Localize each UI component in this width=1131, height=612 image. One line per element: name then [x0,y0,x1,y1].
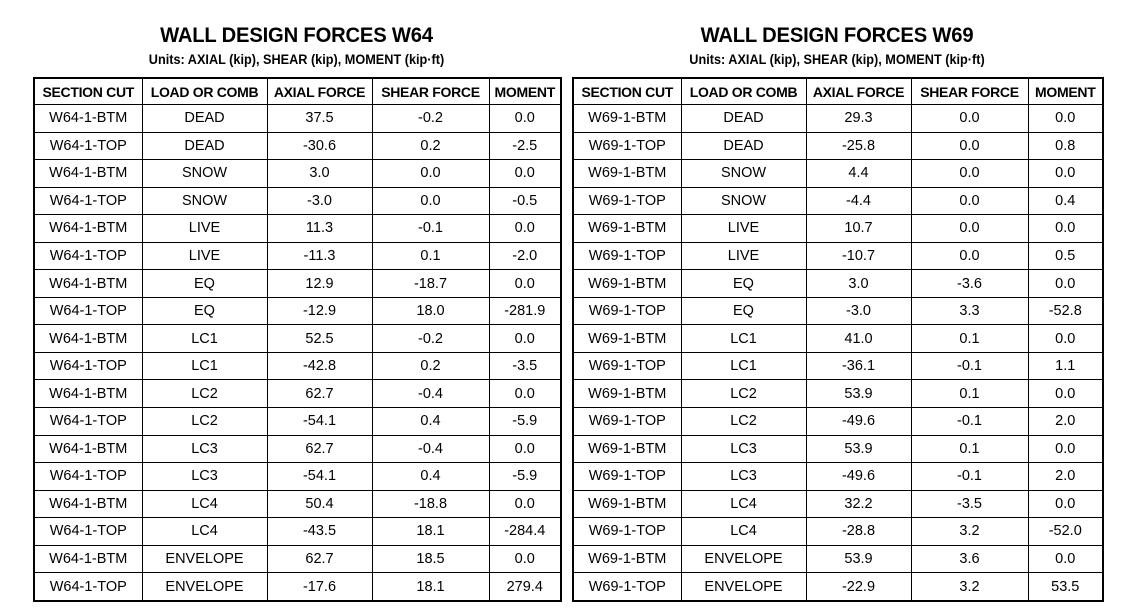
cell-moment: 0.8 [1028,132,1103,160]
cell-axial-force: 53.9 [806,380,911,408]
cell-section-cut: W69-1-BTM [573,490,681,518]
cell-moment: -52.8 [1028,297,1103,325]
cell-load-or-comb: LC3 [681,435,806,463]
cell-section-cut: W64-1-TOP [34,242,142,270]
cell-section-cut: W64-1-BTM [34,160,142,188]
cell-section-cut: W69-1-BTM [573,215,681,243]
table-row [34,545,561,573]
cell-shear-force: 3.3 [911,297,1028,325]
cell-section-cut: W69-1-TOP [573,242,681,270]
cell-axial-force: 53.9 [806,545,911,573]
table-row [573,325,1103,353]
cell-shear-force: 0.1 [372,242,489,270]
cell-section-cut: W64-1-TOP [34,132,142,160]
header-moment: MOMENT [1028,78,1103,105]
table-row [573,270,1103,298]
cell-section-cut: W64-1-BTM [34,435,142,463]
table-row [34,270,561,298]
table-body [34,105,561,601]
cell-section-cut: W69-1-TOP [573,297,681,325]
cell-shear-force: 18.0 [372,297,489,325]
header-load-or-comb: LOAD OR COMB [142,78,267,105]
table-row [573,435,1103,463]
header-section-cut: SECTION CUT [34,78,142,105]
table-row [34,352,561,380]
table-row [573,408,1103,436]
cell-axial-force: -54.1 [267,408,372,436]
cell-axial-force: 62.7 [267,435,372,463]
header-shear-force: SHEAR FORCE [372,78,489,105]
cell-moment: 0.0 [489,490,561,518]
cell-moment: 0.0 [489,545,561,573]
table-row [573,352,1103,380]
cell-shear-force: 0.0 [911,160,1028,188]
cell-moment: 2.0 [1028,408,1103,436]
cell-load-or-comb: LC4 [142,490,267,518]
cell-moment: 0.0 [489,270,561,298]
cell-moment: 0.0 [1028,160,1103,188]
cell-shear-force: -3.6 [911,270,1028,298]
cell-moment: -52.0 [1028,518,1103,546]
cell-load-or-comb: LC1 [142,325,267,353]
cell-axial-force: 50.4 [267,490,372,518]
cell-shear-force: 18.5 [372,545,489,573]
cell-load-or-comb: LC4 [142,518,267,546]
table-panel-w69 [572,22,1102,602]
cell-section-cut: W69-1-BTM [573,380,681,408]
header-load-or-comb: LOAD OR COMB [681,78,806,105]
cell-axial-force: 3.0 [806,270,911,298]
cell-load-or-comb: DEAD [681,105,806,133]
cell-shear-force: 3.2 [911,573,1028,601]
table-row [573,518,1103,546]
cell-load-or-comb: LC2 [681,408,806,436]
cell-moment: 0.0 [489,380,561,408]
table-panel-w64 [33,22,560,602]
table-row [573,215,1103,243]
cell-shear-force: 0.4 [372,463,489,491]
table-row [573,187,1103,215]
cell-axial-force: 52.5 [267,325,372,353]
table-row [573,105,1103,133]
cell-load-or-comb: LC4 [681,490,806,518]
table-row [573,463,1103,491]
header-axial-force: AXIAL FORCE [267,78,372,105]
cell-moment: -5.9 [489,408,561,436]
cell-load-or-comb: SNOW [142,187,267,215]
cell-moment: 0.0 [1028,545,1103,573]
table-row [34,463,561,491]
cell-load-or-comb: SNOW [142,160,267,188]
cell-axial-force: -54.1 [267,463,372,491]
cell-shear-force: 0.1 [911,380,1028,408]
table-row [34,573,561,601]
table-header-row [34,78,561,105]
cell-moment: 0.0 [1028,270,1103,298]
cell-axial-force: -42.8 [267,352,372,380]
cell-section-cut: W69-1-TOP [573,352,681,380]
cell-axial-force: 62.7 [267,545,372,573]
header-shear-force: SHEAR FORCE [911,78,1028,105]
cell-axial-force: 10.7 [806,215,911,243]
cell-section-cut: W69-1-BTM [573,325,681,353]
cell-section-cut: W69-1-BTM [573,270,681,298]
cell-section-cut: W69-1-BTM [573,105,681,133]
table-row [34,435,561,463]
cell-load-or-comb: SNOW [681,160,806,188]
cell-shear-force: -0.2 [372,325,489,353]
cell-section-cut: W69-1-TOP [573,573,681,601]
cell-moment: 2.0 [1028,463,1103,491]
cell-section-cut: W69-1-TOP [573,132,681,160]
cell-axial-force: 62.7 [267,380,372,408]
cell-load-or-comb: EQ [142,297,267,325]
cell-section-cut: W64-1-TOP [34,187,142,215]
cell-axial-force: 37.5 [267,105,372,133]
cell-moment: 0.0 [489,105,561,133]
cell-load-or-comb: LIVE [142,242,267,270]
table-row [34,490,561,518]
table-row [34,187,561,215]
cell-axial-force: -43.5 [267,518,372,546]
header-section-cut: SECTION CUT [573,78,681,105]
wall-design-forces-table-w64 [33,77,562,602]
cell-section-cut: W69-1-BTM [573,545,681,573]
cell-axial-force: -3.0 [806,297,911,325]
cell-axial-force: 32.2 [806,490,911,518]
cell-moment: -5.9 [489,463,561,491]
cell-load-or-comb: DEAD [681,132,806,160]
table-title: WALL DESIGN FORCES W64 [160,23,433,47]
cell-section-cut: W64-1-BTM [34,270,142,298]
cell-section-cut: W69-1-TOP [573,187,681,215]
cell-moment: -2.0 [489,242,561,270]
cell-axial-force: -3.0 [267,187,372,215]
cell-axial-force: 4.4 [806,160,911,188]
cell-load-or-comb: SNOW [681,187,806,215]
cell-section-cut: W64-1-BTM [34,325,142,353]
cell-shear-force: 3.2 [911,518,1028,546]
cell-axial-force: -49.6 [806,408,911,436]
table-row [573,242,1103,270]
table-header-row [573,78,1103,105]
cell-axial-force: -11.3 [267,242,372,270]
cell-section-cut: W64-1-TOP [34,408,142,436]
cell-load-or-comb: EQ [681,270,806,298]
cell-shear-force: 0.0 [911,187,1028,215]
cell-moment: 0.0 [1028,435,1103,463]
cell-load-or-comb: LC2 [142,408,267,436]
cell-moment: 0.0 [489,435,561,463]
wall-design-forces-table-w69 [572,77,1104,602]
cell-section-cut: W64-1-BTM [34,380,142,408]
cell-section-cut: W69-1-BTM [573,435,681,463]
cell-load-or-comb: DEAD [142,105,267,133]
cell-axial-force: -10.7 [806,242,911,270]
cell-load-or-comb: LC1 [681,325,806,353]
cell-shear-force: -0.4 [372,380,489,408]
table-row [34,105,561,133]
cell-shear-force: 0.0 [372,160,489,188]
cell-axial-force: 53.9 [806,435,911,463]
table-row [573,573,1103,601]
cell-section-cut: W64-1-TOP [34,463,142,491]
cell-moment: 0.0 [1028,215,1103,243]
cell-axial-force: -25.8 [806,132,911,160]
table-row [573,132,1103,160]
cell-shear-force: 0.0 [911,132,1028,160]
cell-section-cut: W69-1-TOP [573,408,681,436]
cell-moment: 1.1 [1028,352,1103,380]
cell-shear-force: -18.8 [372,490,489,518]
table-body [573,105,1103,601]
cell-moment: -284.4 [489,518,561,546]
table-row [573,380,1103,408]
cell-section-cut: W64-1-BTM [34,215,142,243]
cell-moment: -2.5 [489,132,561,160]
cell-load-or-comb: LC4 [681,518,806,546]
cell-shear-force: -0.1 [372,215,489,243]
table-row [34,242,561,270]
cell-section-cut: W64-1-TOP [34,352,142,380]
table-row [34,132,561,160]
cell-moment: 0.5 [1028,242,1103,270]
cell-moment: 0.0 [1028,490,1103,518]
units-caption: Units: AXIAL (kip), SHEAR (kip), MOMENT (kip·ft) [148,52,445,67]
cell-moment: -3.5 [489,352,561,380]
cell-shear-force: -0.1 [911,352,1028,380]
cell-shear-force: 0.2 [372,132,489,160]
cell-shear-force: -3.5 [911,490,1028,518]
cell-moment: 0.0 [1028,325,1103,353]
cell-moment: -0.5 [489,187,561,215]
cell-load-or-comb: LC2 [681,380,806,408]
cell-moment: 0.0 [489,325,561,353]
cell-shear-force: 0.0 [911,105,1028,133]
cell-moment: 0.0 [1028,105,1103,133]
table-title: WALL DESIGN FORCES W69 [700,23,974,47]
table-row [34,160,561,188]
cell-shear-force: -18.7 [372,270,489,298]
cell-axial-force: -36.1 [806,352,911,380]
header-axial-force: AXIAL FORCE [806,78,911,105]
cell-axial-force: -4.4 [806,187,911,215]
cell-section-cut: W64-1-TOP [34,297,142,325]
cell-shear-force: -0.1 [911,463,1028,491]
cell-section-cut: W69-1-TOP [573,518,681,546]
cell-moment: 0.0 [1028,380,1103,408]
cell-shear-force: 0.2 [372,352,489,380]
cell-section-cut: W64-1-BTM [34,490,142,518]
cell-section-cut: W64-1-BTM [34,105,142,133]
cell-load-or-comb: LC1 [681,352,806,380]
table-row [34,518,561,546]
table-row [34,380,561,408]
cell-axial-force: -30.6 [267,132,372,160]
table-row [34,408,561,436]
cell-moment: 279.4 [489,573,561,601]
cell-moment: -281.9 [489,297,561,325]
cell-load-or-comb: DEAD [142,132,267,160]
table-row [573,545,1103,573]
cell-axial-force: 11.3 [267,215,372,243]
cell-axial-force: -17.6 [267,573,372,601]
cell-shear-force: 0.0 [911,215,1028,243]
cell-shear-force: 0.0 [911,242,1028,270]
cell-shear-force: 0.4 [372,408,489,436]
table-row [34,297,561,325]
cell-shear-force: 0.1 [911,325,1028,353]
cell-load-or-comb: ENVELOPE [681,573,806,601]
cell-shear-force: -0.1 [911,408,1028,436]
cell-shear-force: -0.2 [372,105,489,133]
table-row [573,160,1103,188]
cell-load-or-comb: EQ [142,270,267,298]
table-row [573,490,1103,518]
cell-load-or-comb: ENVELOPE [142,545,267,573]
cell-load-or-comb: ENVELOPE [681,545,806,573]
cell-section-cut: W64-1-TOP [34,573,142,601]
cell-load-or-comb: LC3 [142,463,267,491]
cell-load-or-comb: EQ [681,297,806,325]
cell-shear-force: 18.1 [372,518,489,546]
cell-moment: 53.5 [1028,573,1103,601]
cell-load-or-comb: LC1 [142,352,267,380]
cell-moment: 0.0 [489,215,561,243]
cell-load-or-comb: LC2 [142,380,267,408]
cell-axial-force: -49.6 [806,463,911,491]
cell-section-cut: W69-1-TOP [573,463,681,491]
table-row [34,215,561,243]
cell-shear-force: 0.1 [911,435,1028,463]
cell-axial-force: 29.3 [806,105,911,133]
cell-section-cut: W69-1-BTM [573,160,681,188]
cell-section-cut: W64-1-TOP [34,518,142,546]
cell-axial-force: 12.9 [267,270,372,298]
cell-load-or-comb: LIVE [142,215,267,243]
cell-section-cut: W64-1-BTM [34,545,142,573]
cell-load-or-comb: LC3 [681,463,806,491]
cell-axial-force: 41.0 [806,325,911,353]
cell-axial-force: -22.9 [806,573,911,601]
cell-load-or-comb: LC3 [142,435,267,463]
cell-shear-force: 0.0 [372,187,489,215]
cell-axial-force: -12.9 [267,297,372,325]
cell-load-or-comb: ENVELOPE [142,573,267,601]
cell-load-or-comb: LIVE [681,215,806,243]
cell-axial-force: -28.8 [806,518,911,546]
cell-axial-force: 3.0 [267,160,372,188]
cell-shear-force: 18.1 [372,573,489,601]
table-row [34,325,561,353]
units-caption: Units: AXIAL (kip), SHEAR (kip), MOMENT (kip·ft) [689,52,985,67]
cell-load-or-comb: LIVE [681,242,806,270]
header-moment: MOMENT [489,78,561,105]
cell-moment: 0.0 [489,160,561,188]
table-row [573,297,1103,325]
cell-shear-force: 3.6 [911,545,1028,573]
cell-moment: 0.4 [1028,187,1103,215]
cell-shear-force: -0.4 [372,435,489,463]
